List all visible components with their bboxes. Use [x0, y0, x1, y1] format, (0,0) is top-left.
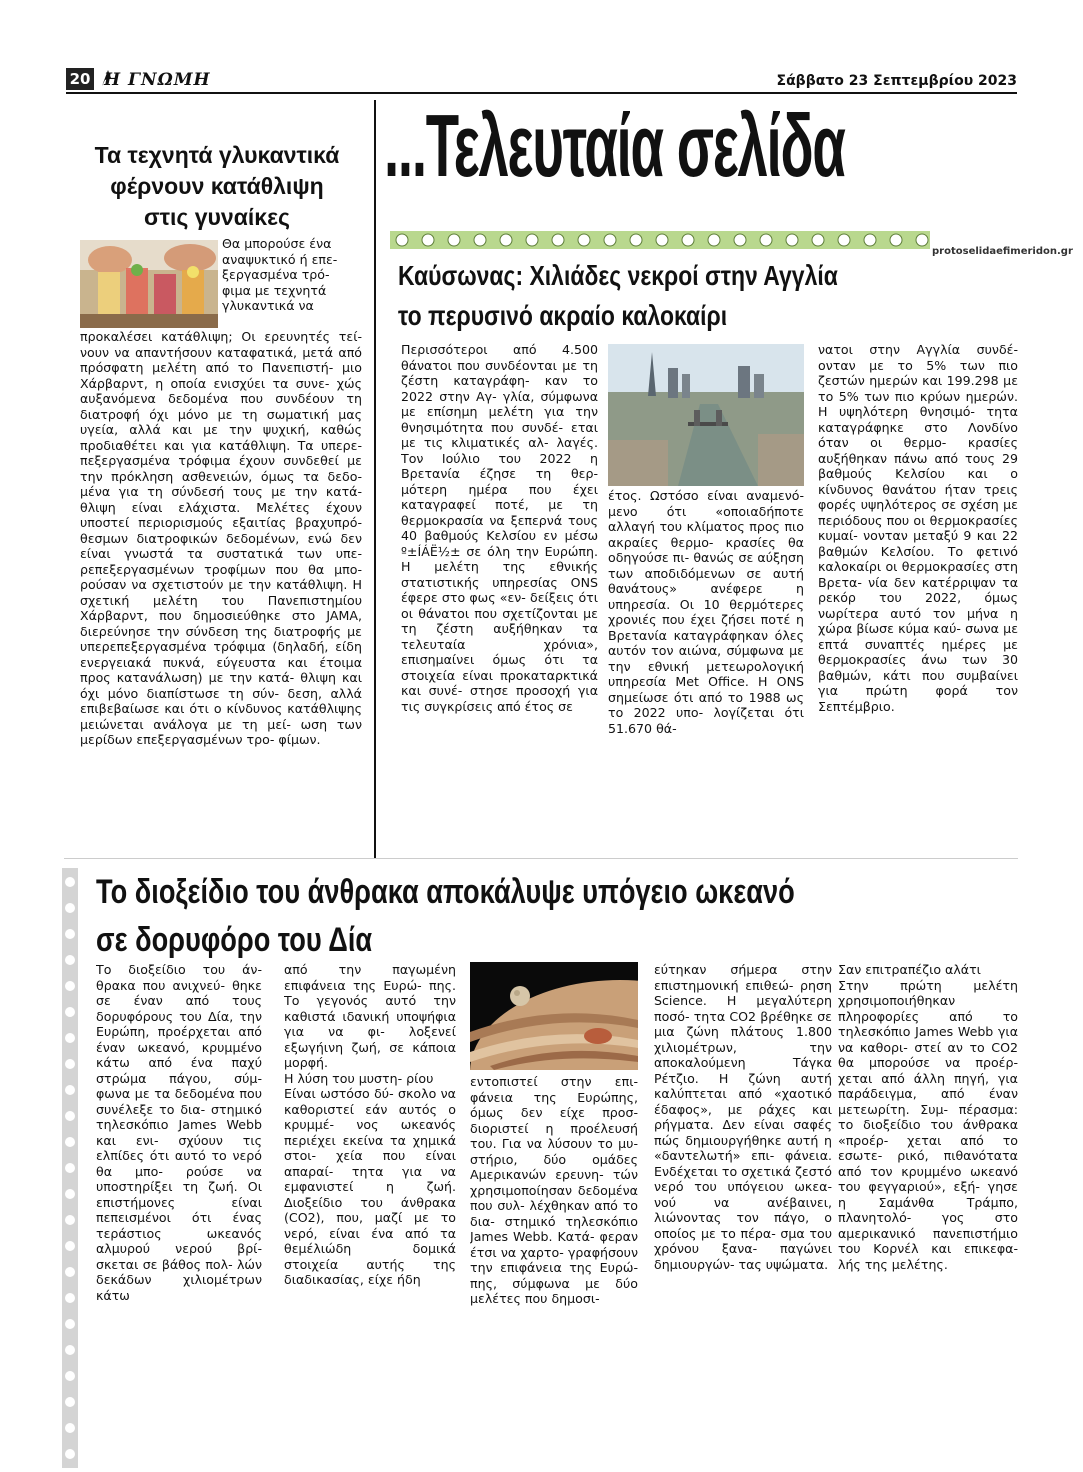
sweeteners-intro-column [222, 236, 362, 314]
article-text: από την παγωμένη επιφάνεια της Ευρώ- πης. Το γεγονός αυτό την καθιστά ιδανική υποψήφια για να φι- λοξενεί εξωγήινη ζωή, σε κάποια μορφή. [284, 962, 456, 1070]
column-divider [374, 100, 376, 858]
headline-line: στις γυναίκες [144, 204, 290, 230]
drinks-photo [80, 240, 218, 328]
sweeteners-headline [72, 140, 362, 233]
co2-column-5 [838, 962, 1018, 1462]
headline-line: σε δορυφόρο του Δία [96, 921, 373, 959]
london-photo [608, 344, 804, 486]
page-number: 20 [66, 68, 94, 90]
headline-line: Το διοξείδιο του άνθρακα αποκάλυψε υπόγειο ωκεανό [96, 873, 795, 911]
article-text: Το διοξείδιο του άν- θρακα που ανιχνεύ- θηκε σε έναν από τους δορυφόρους του Δία, την Ευρώπη, προέρχεται από έναν ωκεανό, κρυμμένο κάτω από ένα παχύ στρώμα πάγου, σύμ- φωνα με τα δεδομένα που συνέλεξε το δια- στημικό τηλεσκόπιο James Webb και ενι- σχύουν τις ελπίδες ότι αυτό το νερό θα μπο- ρούσε να υποστηρίξει τη ζωή. Οι επιστήμονες είναι πεπεισμένοι ότι ένας τεράστιος ωκεανός αλμυρού νερού βρί- σκεται σε βάθος πολ- λών δεκάδων χιλιομέτρων κάτω [96, 962, 262, 1303]
headline-line: Τα τεχνητά γλυκαντικά [94, 142, 340, 168]
paper-name: Η ΓΝΩΜΗ [104, 70, 211, 90]
article-text: προκαλέσει κατάθλιψη; Οι ερευνητές τεί- νουν να απαντήσουν καταφατικά, μετά από πρόσφατη μελέτη από το Πανεπιστή- μιο Χάρβαρντ, η οποία ενισχύει τα συνε- χώς αυξανόμενα δεδομένα που συνδέουν τη διατροφή όχι μόνο με τη σωματική μας υγεία, αλλά και με την ψυχική, καθώς προδιαθέτει και για κατάθλιψη. Τα υπερε- πεξεργασμένα τρόφιμα έχουν συνδεθεί με την πρόκληση ασθενειών, όμως τα δεδο- μένα για τη σύνδεσή τους με την κατά- θλιψη είναι ελάχιστα. Μελέτες έχουν υποστεί περιορισμούς εξαιτίας βραχυπρό- θεσμων διατροφικών δεδομένων, ενώ δεν είναι γνωστά τα συστατικά των υπε- ρεπεξεργασμένων τροφίμων που θα μπο- ρούσαν να σχετιστούν με την κατάθλιψη. Η σχετική μελέτη του Πανεπιστημίου Χάρβαρντ, που δημοσιεύθηκε στο JAMA, διερεύνησε την σύνδεση της διατροφής με υπερεπεξεργασμένα τρόφιμα (δηλαδή, είδη ενεργειακά πυκνά, εύγευστα και έτοιμα προς κατανάλωση) με την κατά- θλιψη και όχι μόνο διαπίστωσε τη σύν- δεση, αλλά επιβεβαίωσε και ότι ο κίνδυνος κατάθλιψης μειώνεται ανάλογα με τη μεί- ωση των μερίδων επεξεργασμένων τρο- φίμων. [80, 329, 362, 747]
article-text: Περισσότεροι από 4.500 θάνατοι που συνδέονται με τη ζέστη καταγράφη- καν το 2022 στην Αγ- γλία, σύμφωνα με επίσημη μελέτη για την θνησιμότητα που συνδέ- εται με τις κλιματικές αλ- λαγές. Τον Ιούλιο του 2022 η Βρετανία έζησε τη θερ- μότερη ημέρα που έχει καταγραφεί ποτέ, με τη θερμοκρασία να ξεπερνά τους 40 βαθμούς Κελσίου εν μέσω º±ÍÁË½± σε όλη την Ευρώπη. Η μελέτη της εθνικής στατιστικής υπηρεσίας ONS έφερε στο φως «εν- δείξεις ότι οι θάνατοι που σχετίζονται με τη ζέστη αυξήθηκαν τα τελευταία χρόνια», επισημαίνει όμως ότι τα στοιχεία είναι προκαταρκτικά και συνέ- στησε προσοχή για τις συγκρίσεις από έτος σε [401, 342, 598, 714]
decorative-dots [62, 868, 78, 1468]
site-credit: protoselidaefimeridon.gr [932, 246, 1073, 257]
heatwave-column-2 [608, 488, 804, 856]
text-line: Θα μπορούσε ένα [222, 236, 332, 251]
co2-column-2 [284, 962, 456, 1462]
heatwave-headline [398, 256, 906, 336]
co2-column-1 [96, 962, 262, 1462]
header-date: Σάββατο 23 Σεπτεμβρίου 2023 [776, 73, 1017, 89]
article-text: εντοπιστεί στην επι- φάνεια της Ευρώπης, όμως δεν είχε προσ- διοριστεί η προέλευσή του. Για να λύσουν το μυ- στήριο, δύο ομάδες Αμερικανών ερευνη- τών χρησιμοποίησαν δεδομένα που συλ- λέχθηκαν από το δια- στημικό τηλεσκόπιο James Webb. Κατά- φεραν έτσι να χαρτο- γραφήσουν την επιφάνεια της Ευρώ- πης, σύμφωνα με δύο μελέτες που δημοσι- [470, 1074, 638, 1306]
decorative-dots [390, 231, 930, 249]
jupiter-photo [470, 962, 638, 1070]
section-title: ...Τελευταία σελίδα [384, 96, 845, 195]
co2-column-4 [654, 962, 832, 1462]
text-line: φιμα με τεχνητά [222, 282, 327, 298]
header-rule [66, 92, 1017, 94]
section-divider [64, 858, 1018, 859]
text-line: αναψυκτικό ή επε- [222, 251, 338, 267]
text-line: ξεργασμένα τρό- [222, 267, 330, 282]
sweeteners-body [80, 329, 362, 841]
headline-line: Καύσωνας: Χιλιάδες νεκροί στην Αγγλία [398, 260, 838, 291]
article-text: νατοι στην Αγγλία συνδέ- ονταν με το 5% των πιο ζεστών ημερών και 199.298 με το 5% των πιο κρύων ημερών. Η υψηλότερη θνησιμό- τητα καταγράφηκε στο Λονδίνο όταν οι θερμο- κρασίες αυξήθηκαν πάνω από τους 29 βαθμούς Κελσίου και ο κίνδυνος θανάτου ήταν τρεις φορές υψηλότερος σε σχέση με περιόδους που οι θερμοκρασίες κυμαί- νονταν μεταξύ 9 και 22 βαθμών Κελσίου. Το φετινό καλοκαίρι οι θερμοκρασίες στη Βρετα- νία δεν κατέρριψαν τα ρεκόρ του 2022, όμως νωρίτερα αυτό τον μήνα η χώρα βίωσε κύμα καύ- σωνα με επτά συναπτές ημέρες με θερμοκρασίες άνω των 30 βαθμών, κάτι που συμβαίνει για πρώτη φορά τον Σεπτέμβριο. [818, 342, 1018, 714]
text-line: γλυκαντικά να [222, 298, 314, 313]
article-text: Στην πρώτη μελέτη χρησιμοποιήθηκαν πληροφορίες από το τηλεσκόπιο James Webb για να καθορι- στεί αν το CO2 θα μπορούσε να προέρ- χεται από άλλη πηγή, για παράδειγμα, από έναν μετεωρίτη. Συμ- πέρασμα: το διοξείδιο του άνθρακα «προέρ- χεται από το εσωτε- ρικό, πιθανότατα από τον κρυμμένο ωκεανό του φεγγαριού», εξή- γησε η Σαμάνθα Τράμπο, πλανητολό- γος στο αμερικανικό πανεπιστήμιο του Κορνέλ και επικεφα- λής της μελέτης. [838, 977, 1018, 1272]
co2-column-3 [470, 1074, 638, 1462]
article-text: Είναι ωστόσο δύ- σκολο να καθοριστεί εάν αυτός ο κρυμμέ- νος ωκεανός περιέχει εκείνα τα χημικά στοι- χεία που είναι απαραί- τητα για να εμφανιστεί η ζωή. Διοξείδιο του άνθρακα (CO2), που, μαζί με το νερό, είναι ένα από τα θεμέλιώδη δομικά στοιχεία αυτής της διαδικασίας, είχε ήδη [284, 1086, 456, 1287]
headline-line: το περυσινό ακραίο καλοκαίρι [398, 300, 728, 331]
article-text: εύτηκαν σήμερα στην επιστημονική επιθεώ- ρηση Science. Η μεγαλύτερη ποσό- τητα CO2 βρέθηκε σε μια ζώνη πλάτους 1.800 χιλιομέτρων, την αποκαλούμενη Τάγκα Ρέτζιο. Η ζώνη αυτή καλύπτεται από «χαοτικό έδαφος», με ράχες και ρήγματα. Δεν είναι σαφές πώς δημιουργήθηκε αυτή η «δαντελωτή» επι- φάνεια. Ενδέχεται το σχετικά ζεστό νερό του υπόγειου ωκεα- νού να ανέβαινει, λιώνοντας τον πάγο, ο οποίος με το πέρα- σμα του χρόνου ξανα- παγώνει δημιουργών- τας υψώματα. [654, 962, 832, 1272]
heatwave-column-3 [818, 342, 1018, 856]
co2-headline [96, 868, 840, 964]
headline-line: φέρνουν κατάθλιψη [110, 173, 324, 199]
article-text: έτος. Ωστόσο είναι αναμενό- μενο ότι «οποιαδήποτε αλλαγή του κλίματος προς πιο ακραίες θερμο- κρασίες θα οδηγούσε πι- θανώς σε αύξηση των αποδιδόμενων σε αυτή θανάτους» ανέφερε η υπηρεσία. Οι 10 θερμότερες χρονιές που έχει ζήσει ποτέ η Βρετανία καταγράφηκαν όλες αυτόν τον αιώνα, σύμφωνα με την εθνική μετεωρολογική υπηρεσία Met Office. Η ONS σημείωσε ότι από το 1988 ως το 2022 υπο- λογίζεται ότι 51.670 θά- [608, 488, 804, 736]
heatwave-column-1 [401, 342, 598, 856]
article-subhead: Σαν επιτραπέζιο αλάτι [838, 962, 981, 977]
article-subhead: Η λύση του μυστη- ρίου [284, 1070, 434, 1086]
